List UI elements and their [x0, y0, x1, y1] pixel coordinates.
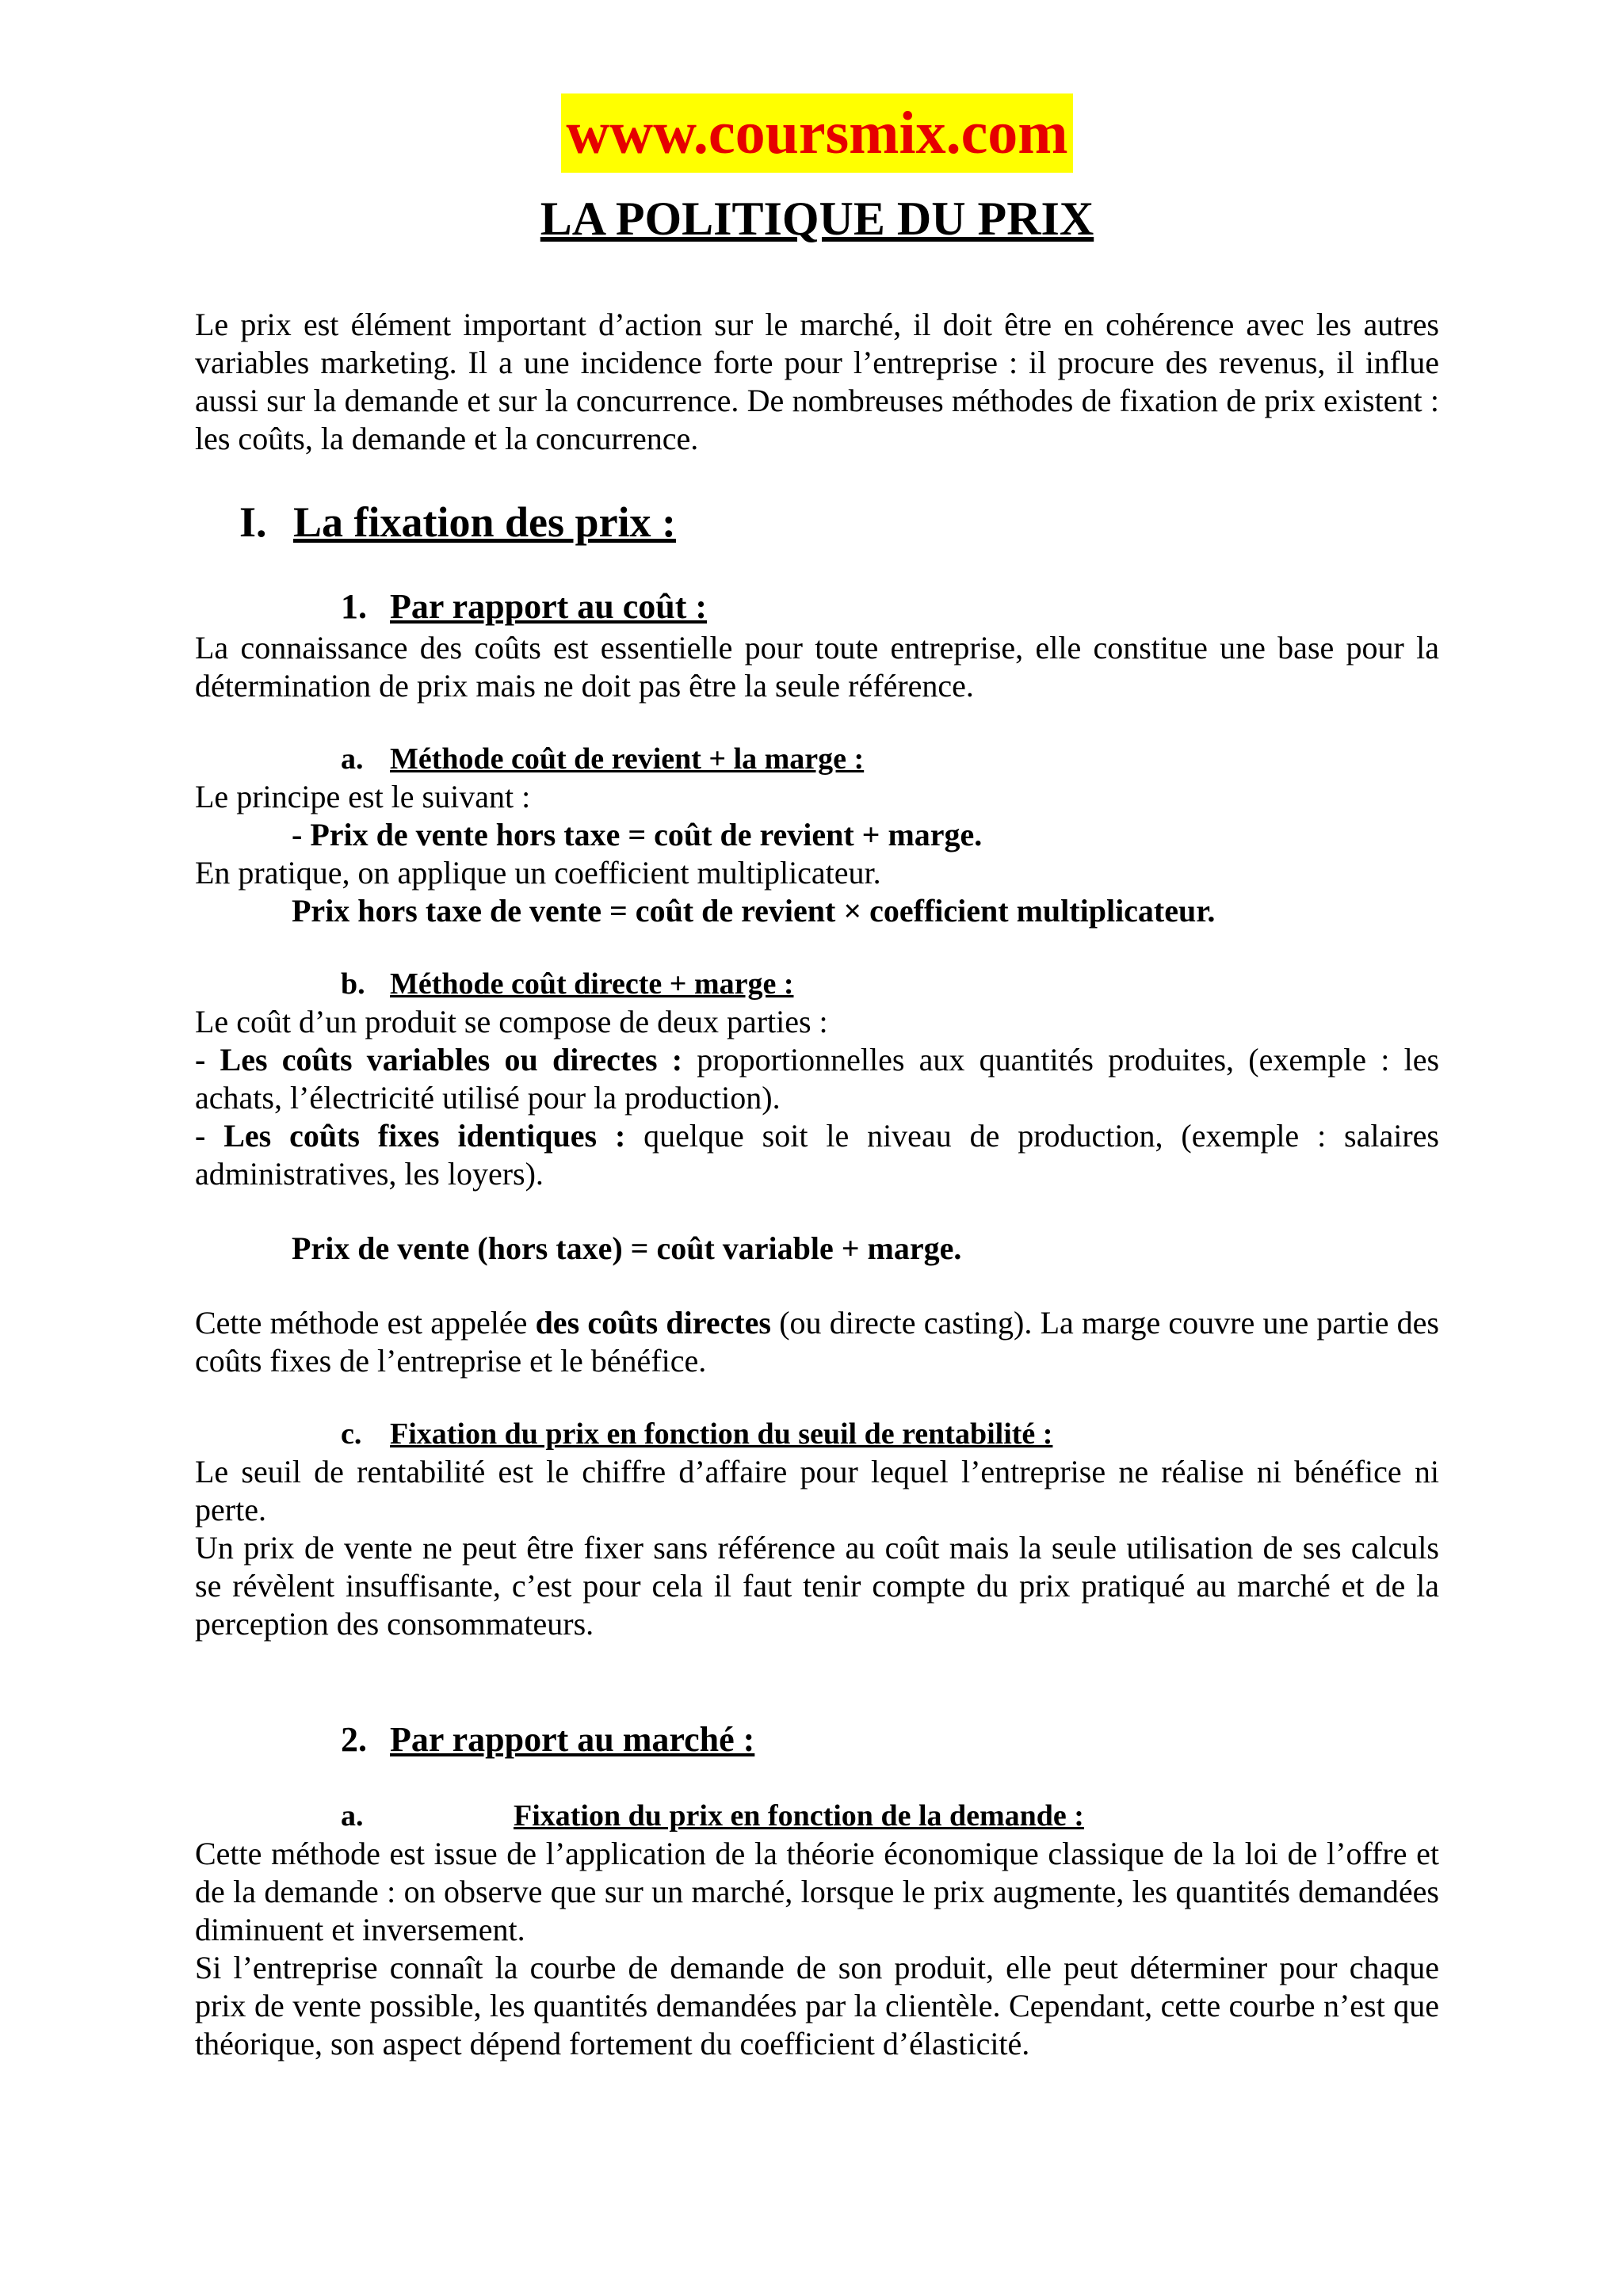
direct-cost-post: (ou directe casting). La marge couvre une partie des coûts fixes de l’entreprise et le bénéfice. — [195, 1305, 1439, 1379]
heading-direct-cost — [195, 965, 1439, 1003]
site-banner — [195, 93, 1439, 176]
subsection-heading-market — [195, 1718, 1439, 1762]
heading-break-even — [195, 1415, 1439, 1453]
item-letter: a. — [341, 742, 364, 776]
formula-price-cost-margin: - Prix de vente hors taxe = coût de revient + marge. — [292, 817, 983, 852]
item-title: Méthode coût de revient + la marge : — [390, 742, 865, 776]
fixed-costs-desc: quelque soit le niveau de production, (exemple : salaires administratives, les loyers). — [195, 1118, 1439, 1192]
break-even-note: Un prix de vente ne peut être fixer sans référence au coût mais la seule utilisation de ses calculs se révèlent insuffisante, c’est pour cela il faut tenir compte du prix pratiqué au marché et de la perception des consommateurs. — [195, 1530, 1439, 1642]
formula-coefficient: Prix hors taxe de vente = coût de revient × coefficient multiplicateur. — [292, 893, 1216, 929]
fixed-costs-label: - Les coûts fixes identiques : — [195, 1118, 626, 1154]
variable-costs-text — [195, 1041, 1439, 1117]
section-number: I. — [239, 498, 267, 546]
direct-cost-pre: Cette méthode est appelée — [195, 1305, 536, 1341]
variable-costs-label: - Les coûts variables ou directes : — [195, 1042, 683, 1077]
heading-demand — [195, 1797, 1439, 1835]
practice-text: En pratique, on applique un coefficient multiplicateur. — [195, 855, 881, 891]
principle-text: Le principe est le suivant : — [195, 779, 531, 814]
document-content — [195, 93, 1439, 2063]
heading-cost-plus-margin — [195, 740, 1439, 778]
item-letter: b. — [341, 967, 365, 1001]
section-title: La fixation des prix : — [293, 498, 677, 546]
break-even-definition: Le seuil de rentabilité est le chiffre d’affaire pour lequel l’entreprise ne réalise ni bénéfice ni perte. — [195, 1454, 1439, 1527]
document-title: LA POLITIQUE DU PRIX — [540, 193, 1094, 245]
direct-cost-term: des coûts directes — [535, 1305, 771, 1341]
item-letter: a. — [341, 1799, 364, 1833]
subsection-number: 2. — [341, 1720, 367, 1759]
variable-costs-desc: proportionnelles aux quantités produites, (exemple : les achats, l’électricité utilisé pour la production). — [195, 1042, 1440, 1116]
item-letter: c. — [341, 1417, 362, 1451]
subsection-number: 1. — [341, 587, 367, 626]
formula-variable-cost: Prix de vente (hors taxe) = coût variable + marge. — [292, 1230, 962, 1266]
cost-paragraph: La connaissance des coûts est essentielle pour toute entreprise, elle constitue une base pour la détermination de prix mais ne doit pas être la seule référence. — [195, 630, 1439, 704]
fixed-costs-text — [195, 1117, 1439, 1193]
site-url[interactable]: www.coursmix.com — [561, 93, 1072, 173]
demand-paragraph-1: Cette méthode est issue de l’application de la théorie économique classique de la loi de l’offre et de la demande : on observe que sur un marché, lorsque le prix augmente, les quantités demandées diminuent et inversement. — [195, 1836, 1439, 1947]
demand-paragraph-2: Si l’entreprise connaît la courbe de demande de son produit, elle peut déterminer pour chaque prix de vente possible, les quantités demandées par la clientèle. Cependant, cette courbe n’est que théorique, son aspect dépend fortement du coefficient d’élasticité. — [195, 1950, 1439, 2061]
subsection-title: Par rapport au coût : — [390, 587, 708, 626]
item-title: Méthode coût directe + marge : — [390, 967, 794, 1001]
item-title: Fixation du prix en fonction du seuil de rentabilité : — [390, 1417, 1053, 1451]
intro-paragraph: Le prix est élément important d’action sur le marché, il doit être en cohérence avec les autres variables marketing. Il a une incidence forte pour l’entreprise : il procure des revenus, il influe aussi sur la demande et sur la concurrence. De nombreuses méthodes de fixation de prix existent : les coûts, la demande et la concurrence. — [195, 307, 1439, 456]
item-title: Fixation du prix en fonction de la demande : — [514, 1799, 1084, 1833]
subsection-title: Par rapport au marché : — [390, 1720, 755, 1759]
section-heading-1 — [195, 494, 1439, 550]
cost-parts-text: Le coût d’un produit se compose de deux parties : — [195, 1004, 828, 1039]
direct-cost-method-text — [195, 1304, 1439, 1380]
subsection-heading-cost — [195, 585, 1439, 629]
